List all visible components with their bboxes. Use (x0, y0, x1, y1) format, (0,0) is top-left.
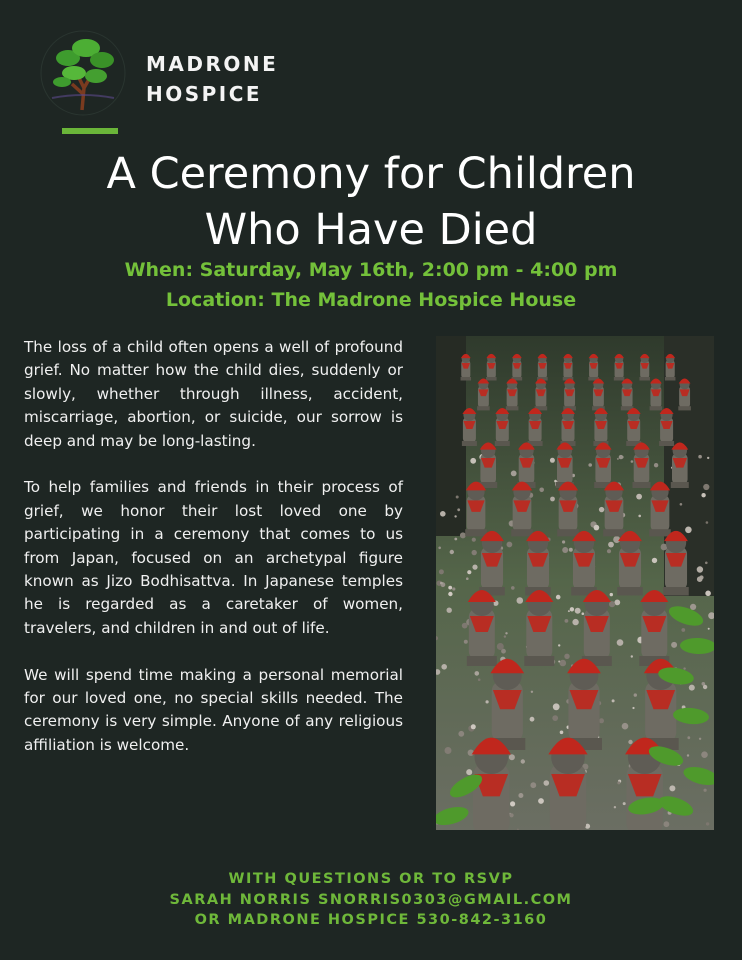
event-title-line2: Who Have Died (204, 205, 538, 255)
statue (633, 442, 651, 488)
statue (489, 659, 525, 750)
statue (461, 354, 472, 381)
statue (557, 482, 579, 537)
statue (592, 378, 605, 410)
statue (650, 378, 663, 410)
statue (563, 354, 574, 381)
event-title (0, 146, 742, 258)
statue (547, 738, 589, 830)
statue (614, 354, 625, 381)
statue (563, 378, 576, 410)
statue (571, 531, 597, 596)
statue (678, 378, 691, 410)
rsvp-line1: WITH QUESTIONS OR TO RSVP (228, 871, 514, 887)
event-location: Location: The Madrone Hospice House (165, 289, 577, 311)
logo-accent-bar (62, 128, 118, 134)
body-text (24, 336, 403, 781)
statue (535, 378, 548, 410)
body-paragraph: To help families and friends in their process of grief, we honor their lost loved one by participating in a ceremony that comes to us from Japan, focused on an archetypal figure known as Jizo Bodhisattva. In Japanese temples he is regarded as a caretaker of women, travelers, and children in and out of life. (24, 478, 403, 637)
organization-name (146, 49, 278, 109)
statue (525, 531, 551, 596)
statue (462, 408, 477, 446)
statue (566, 659, 602, 750)
statue (512, 354, 523, 381)
statue (594, 442, 612, 488)
statue (495, 408, 510, 446)
statue (537, 354, 548, 381)
statue (477, 378, 490, 410)
statue (524, 590, 554, 666)
statue (511, 482, 533, 537)
statue (665, 354, 676, 381)
body-paragraph: We will spend time making a personal memorial for our loved one, no special skills needed. The ceremony is very simple. Anyone of any religious affiliation is welcome. (24, 665, 403, 754)
statue (467, 590, 497, 666)
statue (588, 354, 599, 381)
statue (506, 378, 519, 410)
statue (649, 482, 671, 537)
statue (486, 354, 497, 381)
statue (479, 531, 505, 596)
statue (582, 590, 612, 666)
statue (518, 442, 536, 488)
statue (617, 531, 643, 596)
organization-name-line1: MADRONE (146, 52, 279, 76)
statue (556, 442, 574, 488)
statue (639, 354, 650, 381)
statue (528, 408, 543, 446)
event-title-line1: A Ceremony for Children (106, 149, 636, 199)
organization-name-line2: HOSPICE (146, 82, 263, 106)
rsvp-info (0, 869, 742, 931)
statue (561, 408, 576, 446)
statue (479, 442, 497, 488)
statue (593, 408, 608, 446)
statue (465, 482, 487, 537)
rsvp-contact-phone: OR MADRONE HOSPICE 530-842-3160 (194, 912, 548, 928)
statue (621, 378, 634, 410)
statue (603, 482, 625, 537)
event-when: When: Saturday, May 16th, 2:00 pm - 4:00 pm (124, 259, 618, 281)
statue (639, 590, 669, 666)
statue (626, 408, 641, 446)
statue (659, 408, 674, 446)
jizo-statues-photo (436, 336, 714, 830)
statue (671, 442, 689, 488)
madrone-tree-icon (38, 28, 128, 118)
statue (663, 531, 689, 596)
rsvp-contact-email: SARAH NORRIS SNORRIS0303@GMAIL.COM (169, 891, 573, 908)
body-paragraph: The loss of a child often opens a well of profound grief. No matter how the child dies, suddenly or slowly, whether through illness, accident, miscarriage, abortion, or suicide, our sorrow is deep and may be long-lasting. (24, 338, 403, 450)
